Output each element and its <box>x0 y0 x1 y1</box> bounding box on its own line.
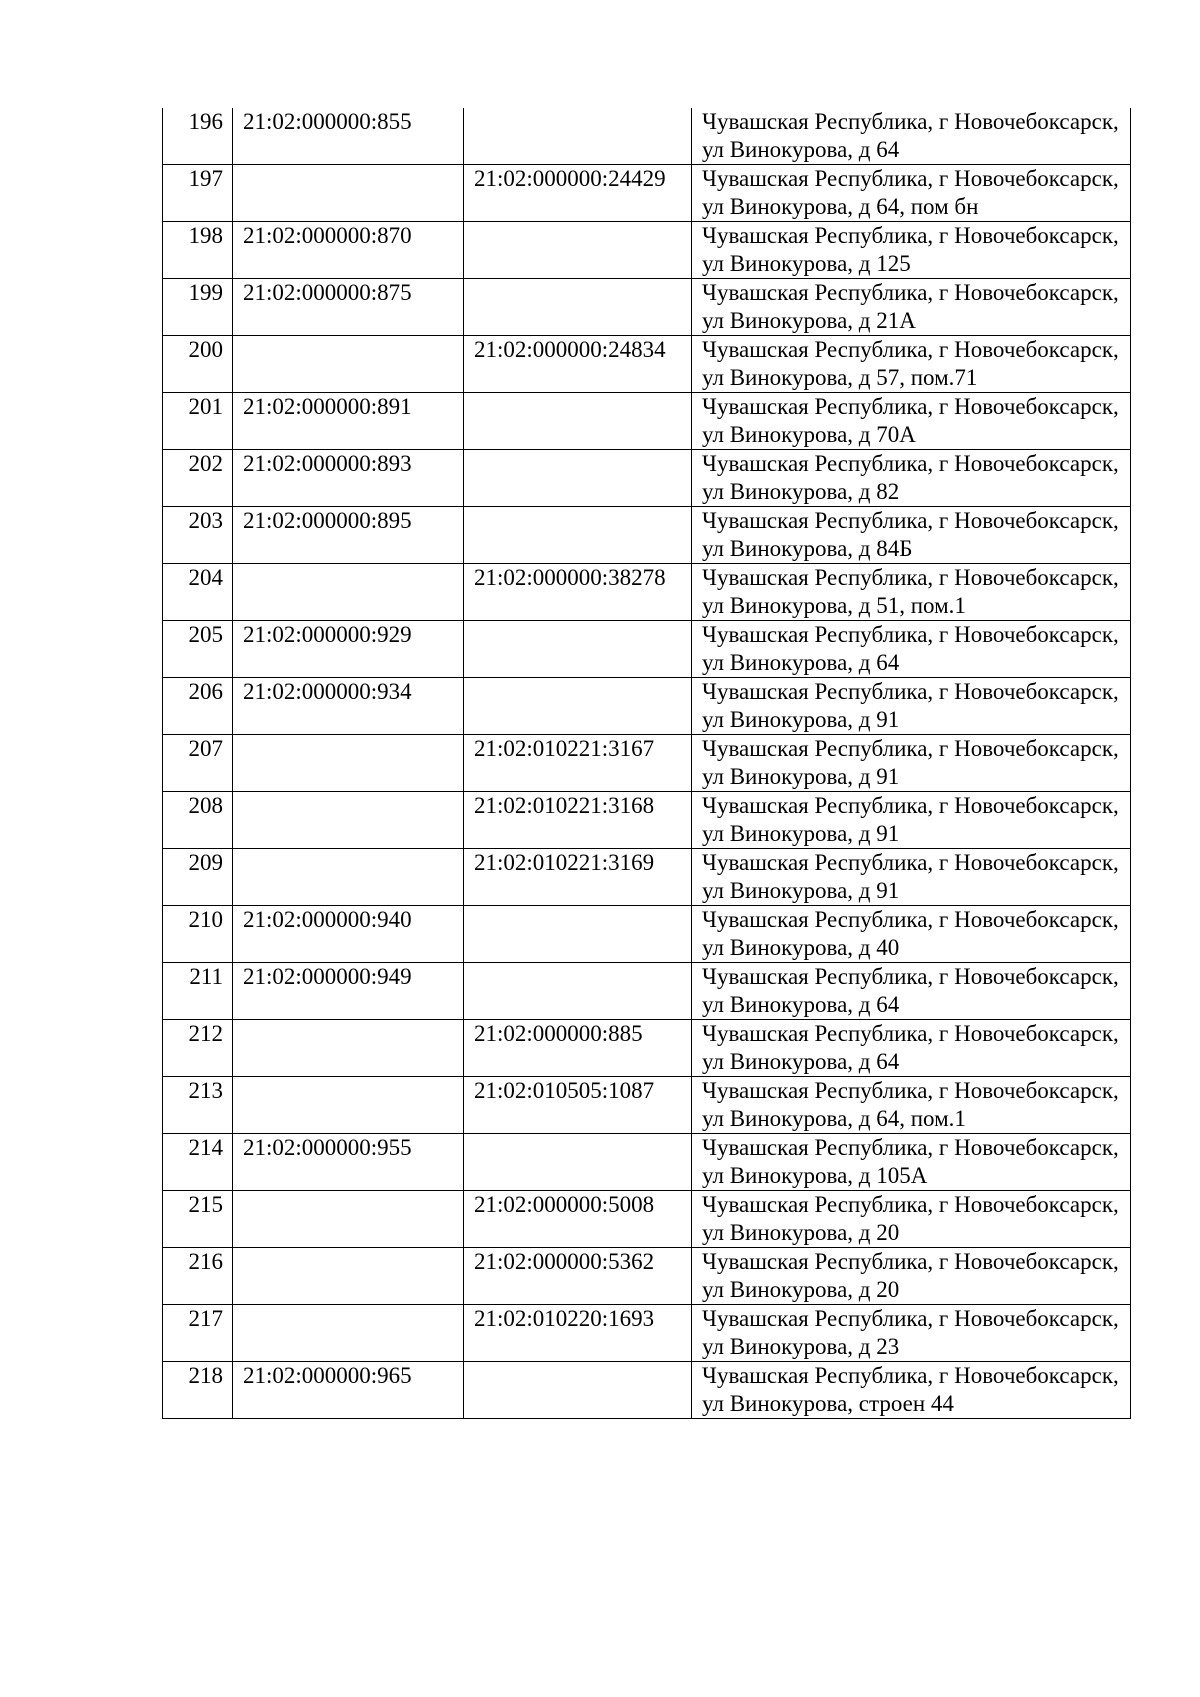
building-cadastral-number-cell: 21:02:000000:24429 <box>464 165 692 222</box>
building-cadastral-number-cell: 21:02:000000:38278 <box>464 564 692 621</box>
table-row <box>163 165 1131 222</box>
land-cadastral-number-cell: 21:02:000000:965 <box>233 1362 464 1419</box>
cadastral-table <box>162 108 1131 1419</box>
land-cadastral-number-cell <box>233 1305 464 1362</box>
table-body <box>163 108 1131 1419</box>
land-cadastral-number-cell <box>233 1020 464 1077</box>
row-number-cell: 204 <box>163 564 233 621</box>
row-number-cell: 199 <box>163 279 233 336</box>
table-row <box>163 1191 1131 1248</box>
table-row <box>163 450 1131 507</box>
table-row <box>163 1134 1131 1191</box>
row-number-cell: 205 <box>163 621 233 678</box>
row-number-cell: 208 <box>163 792 233 849</box>
building-cadastral-number-cell: 21:02:000000:885 <box>464 1020 692 1077</box>
address-cell: Чувашская Республика, г Новочебоксарск, ул Винокурова, д 40 <box>692 906 1131 963</box>
table-row <box>163 1362 1131 1419</box>
building-cadastral-number-cell <box>464 906 692 963</box>
building-cadastral-number-cell: 21:02:000000:24834 <box>464 336 692 393</box>
address-cell: Чувашская Республика, г Новочебоксарск, ул Винокурова, д 91 <box>692 678 1131 735</box>
table-row <box>163 621 1131 678</box>
land-cadastral-number-cell: 21:02:000000:895 <box>233 507 464 564</box>
address-cell: Чувашская Республика, г Новочебоксарск, ул Винокурова, д 20 <box>692 1248 1131 1305</box>
table-row <box>163 1077 1131 1134</box>
building-cadastral-number-cell: 21:02:000000:5008 <box>464 1191 692 1248</box>
table-row <box>163 222 1131 279</box>
table-row <box>163 906 1131 963</box>
address-cell: Чувашская Республика, г Новочебоксарск, ул Винокурова, строен 44 <box>692 1362 1131 1419</box>
row-number-cell: 213 <box>163 1077 233 1134</box>
row-number-cell: 212 <box>163 1020 233 1077</box>
table-row <box>163 1248 1131 1305</box>
building-cadastral-number-cell <box>464 222 692 279</box>
land-cadastral-number-cell <box>233 336 464 393</box>
building-cadastral-number-cell <box>464 1362 692 1419</box>
building-cadastral-number-cell <box>464 507 692 564</box>
table-row <box>163 507 1131 564</box>
address-cell: Чувашская Республика, г Новочебоксарск, ул Винокурова, д 23 <box>692 1305 1131 1362</box>
row-number-cell: 216 <box>163 1248 233 1305</box>
table-row <box>163 849 1131 906</box>
row-number-cell: 206 <box>163 678 233 735</box>
address-cell: Чувашская Республика, г Новочебоксарск, ул Винокурова, д 64 <box>692 621 1131 678</box>
table-row <box>163 564 1131 621</box>
land-cadastral-number-cell: 21:02:000000:940 <box>233 906 464 963</box>
address-cell: Чувашская Республика, г Новочебоксарск, ул Винокурова, д 64, пом бн <box>692 165 1131 222</box>
address-cell: Чувашская Республика, г Новочебоксарск, ул Винокурова, д 64 <box>692 108 1131 165</box>
table-row <box>163 1020 1131 1077</box>
building-cadastral-number-cell: 21:02:000000:5362 <box>464 1248 692 1305</box>
land-cadastral-number-cell <box>233 1191 464 1248</box>
land-cadastral-number-cell <box>233 1077 464 1134</box>
table-row <box>163 279 1131 336</box>
land-cadastral-number-cell: 21:02:000000:955 <box>233 1134 464 1191</box>
land-cadastral-number-cell <box>233 165 464 222</box>
land-cadastral-number-cell <box>233 735 464 792</box>
building-cadastral-number-cell <box>464 1134 692 1191</box>
address-cell: Чувашская Республика, г Новочебоксарск, ул Винокурова, д 91 <box>692 792 1131 849</box>
row-number-cell: 203 <box>163 507 233 564</box>
address-cell: Чувашская Республика, г Новочебоксарск, ул Винокурова, д 20 <box>692 1191 1131 1248</box>
table-row <box>163 792 1131 849</box>
land-cadastral-number-cell: 21:02:000000:855 <box>233 108 464 165</box>
row-number-cell: 198 <box>163 222 233 279</box>
address-cell: Чувашская Республика, г Новочебоксарск, ул Винокурова, д 21А <box>692 279 1131 336</box>
building-cadastral-number-cell <box>464 393 692 450</box>
building-cadastral-number-cell: 21:02:010220:1693 <box>464 1305 692 1362</box>
row-number-cell: 210 <box>163 906 233 963</box>
address-cell: Чувашская Республика, г Новочебоксарск, ул Винокурова, д 57, пом.71 <box>692 336 1131 393</box>
address-cell: Чувашская Республика, г Новочебоксарск, ул Винокурова, д 84Б <box>692 507 1131 564</box>
address-cell: Чувашская Республика, г Новочебоксарск, ул Винокурова, д 51, пом.1 <box>692 564 1131 621</box>
building-cadastral-number-cell: 21:02:010221:3168 <box>464 792 692 849</box>
row-number-cell: 218 <box>163 1362 233 1419</box>
address-cell: Чувашская Республика, г Новочебоксарск, ул Винокурова, д 64 <box>692 1020 1131 1077</box>
building-cadastral-number-cell: 21:02:010221:3167 <box>464 735 692 792</box>
land-cadastral-number-cell <box>233 564 464 621</box>
land-cadastral-number-cell <box>233 1248 464 1305</box>
row-number-cell: 215 <box>163 1191 233 1248</box>
row-number-cell: 217 <box>163 1305 233 1362</box>
building-cadastral-number-cell: 21:02:010505:1087 <box>464 1077 692 1134</box>
building-cadastral-number-cell <box>464 279 692 336</box>
address-cell: Чувашская Республика, г Новочебоксарск, ул Винокурова, д 105А <box>692 1134 1131 1191</box>
building-cadastral-number-cell: 21:02:010221:3169 <box>464 849 692 906</box>
row-number-cell: 200 <box>163 336 233 393</box>
table-row <box>163 108 1131 165</box>
address-cell: Чувашская Республика, г Новочебоксарск, ул Винокурова, д 91 <box>692 735 1131 792</box>
land-cadastral-number-cell: 21:02:000000:934 <box>233 678 464 735</box>
land-cadastral-number-cell: 21:02:000000:875 <box>233 279 464 336</box>
building-cadastral-number-cell <box>464 108 692 165</box>
table-row <box>163 393 1131 450</box>
address-cell: Чувашская Республика, г Новочебоксарск, ул Винокурова, д 82 <box>692 450 1131 507</box>
land-cadastral-number-cell: 21:02:000000:891 <box>233 393 464 450</box>
land-cadastral-number-cell <box>233 849 464 906</box>
building-cadastral-number-cell <box>464 621 692 678</box>
address-cell: Чувашская Республика, г Новочебоксарск, ул Винокурова, д 125 <box>692 222 1131 279</box>
row-number-cell: 209 <box>163 849 233 906</box>
land-cadastral-number-cell <box>233 792 464 849</box>
table-row <box>163 735 1131 792</box>
row-number-cell: 201 <box>163 393 233 450</box>
address-cell: Чувашская Республика, г Новочебоксарск, ул Винокурова, д 64 <box>692 963 1131 1020</box>
building-cadastral-number-cell <box>464 963 692 1020</box>
table-row <box>163 336 1131 393</box>
row-number-cell: 211 <box>163 963 233 1020</box>
building-cadastral-number-cell <box>464 678 692 735</box>
row-number-cell: 197 <box>163 165 233 222</box>
table-row <box>163 678 1131 735</box>
building-cadastral-number-cell <box>464 450 692 507</box>
row-number-cell: 207 <box>163 735 233 792</box>
land-cadastral-number-cell: 21:02:000000:949 <box>233 963 464 1020</box>
land-cadastral-number-cell: 21:02:000000:893 <box>233 450 464 507</box>
table-row <box>163 1305 1131 1362</box>
address-cell: Чувашская Республика, г Новочебоксарск, ул Винокурова, д 70А <box>692 393 1131 450</box>
table-row <box>163 963 1131 1020</box>
row-number-cell: 196 <box>163 108 233 165</box>
row-number-cell: 214 <box>163 1134 233 1191</box>
land-cadastral-number-cell: 21:02:000000:870 <box>233 222 464 279</box>
address-cell: Чувашская Республика, г Новочебоксарск, ул Винокурова, д 64, пом.1 <box>692 1077 1131 1134</box>
address-cell: Чувашская Республика, г Новочебоксарск, ул Винокурова, д 91 <box>692 849 1131 906</box>
row-number-cell: 202 <box>163 450 233 507</box>
land-cadastral-number-cell: 21:02:000000:929 <box>233 621 464 678</box>
